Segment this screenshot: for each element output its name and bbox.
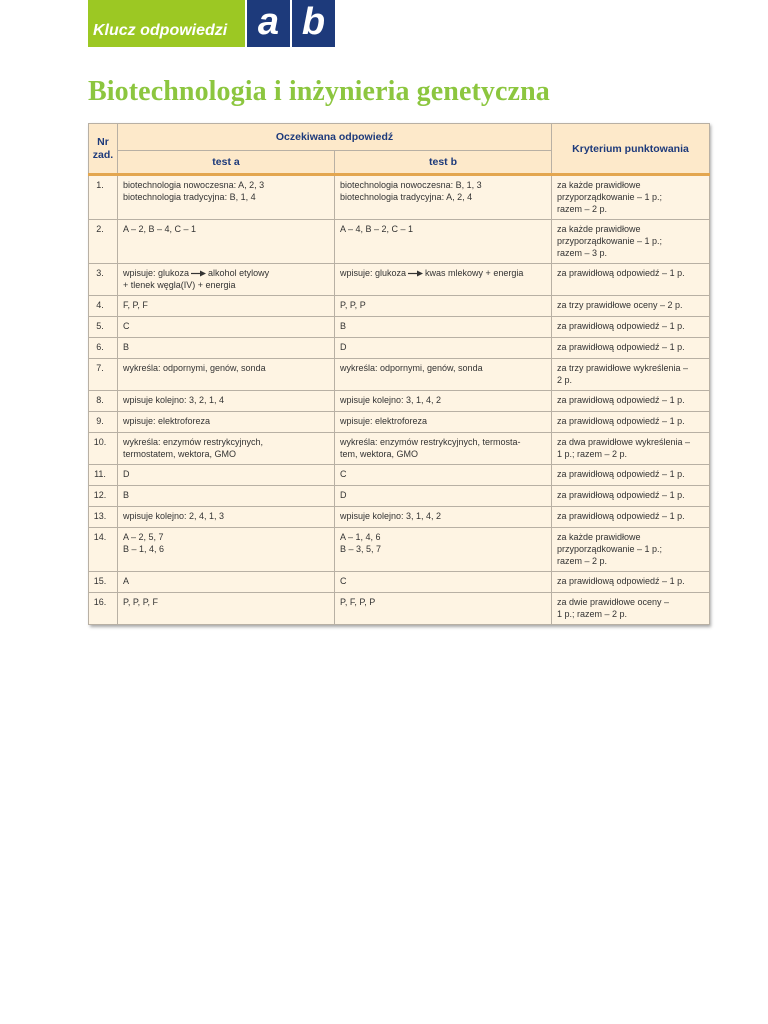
brand-letter-a: a	[247, 0, 290, 47]
cell-criterion	[552, 338, 710, 359]
answer-key-table	[88, 123, 710, 625]
cell-text-after-arrow: kwas mlekowy + energia	[425, 268, 524, 278]
cell-line: D	[340, 490, 347, 500]
header-test-a: test a	[118, 151, 335, 175]
cell-criterion	[552, 264, 710, 296]
cell-test-a	[118, 433, 335, 465]
table-row	[89, 412, 710, 433]
cell-criterion	[552, 465, 710, 486]
cell-test-a	[118, 528, 335, 572]
cell-line: 1 p.; razem – 2 p.	[557, 449, 628, 459]
table-row	[89, 175, 710, 220]
cell-test-a	[118, 359, 335, 391]
cell-test-b	[335, 296, 552, 317]
cell-criterion	[552, 175, 710, 220]
brand-label: Klucz odpowiedzi	[88, 0, 245, 47]
cell-line: A	[123, 576, 130, 586]
table-row	[89, 317, 710, 338]
cell-test-a	[118, 465, 335, 486]
cell-line: C	[340, 576, 347, 586]
cell-test-b	[335, 507, 552, 528]
cell-task-number: 4.	[89, 296, 118, 317]
table-row	[89, 296, 710, 317]
cell-test-b	[335, 175, 552, 220]
cell-line: termostatem, wektora, GMO	[123, 449, 237, 459]
cell-task-number: 6.	[89, 338, 118, 359]
cell-line: wykreśla: enzymów restrykcyjnych,	[123, 437, 264, 447]
cell-criterion	[552, 220, 710, 264]
table-row	[89, 338, 710, 359]
header-test-b: test b	[335, 151, 552, 175]
cell-line: wpisuje kolejno: 3, 2, 1, 4	[123, 395, 225, 405]
cell-criterion	[552, 317, 710, 338]
cell-test-b	[335, 465, 552, 486]
cell-task-number: 16.	[89, 593, 118, 625]
table-row	[89, 572, 710, 593]
cell-line: za każde prawidłowe	[557, 224, 641, 234]
cell-line: za prawidłową odpowiedź – 1 p.	[557, 395, 685, 405]
cell-criterion	[552, 572, 710, 593]
table-row	[89, 264, 710, 296]
cell-test-a	[118, 220, 335, 264]
cell-line: wykreśla: odpornymi, genów, sonda	[123, 363, 266, 373]
table-row	[89, 528, 710, 572]
cell-test-a	[118, 391, 335, 412]
cell-line: D	[340, 342, 347, 352]
cell-line: B	[340, 321, 347, 331]
cell-line: przyporządkowanie – 1 p.;	[557, 544, 663, 554]
cell-line: za dwa prawidłowe wykreślenia –	[557, 437, 691, 447]
cell-task-number: 15.	[89, 572, 118, 593]
cell-test-a	[118, 572, 335, 593]
cell-line: A – 2, B – 4, C – 1	[123, 224, 197, 234]
cell-line: za prawidłową odpowiedź – 1 p.	[557, 321, 685, 331]
cell-test-a	[118, 412, 335, 433]
cell-test-a	[118, 264, 335, 296]
cell-line: B	[123, 490, 130, 500]
cell-line-with-arrow	[123, 267, 330, 279]
cell-line: za dwie prawidłowe oceny –	[557, 597, 670, 607]
cell-line: za prawidłową odpowiedź – 1 p.	[557, 511, 685, 521]
cell-test-b	[335, 593, 552, 625]
cell-line: przyporządkowanie – 1 p.;	[557, 236, 663, 246]
cell-test-b	[335, 359, 552, 391]
cell-criterion	[552, 359, 710, 391]
cell-task-number: 2.	[89, 220, 118, 264]
cell-criterion	[552, 528, 710, 572]
cell-test-b	[335, 528, 552, 572]
cell-line: C	[340, 469, 347, 479]
table-row	[89, 391, 710, 412]
table-row	[89, 465, 710, 486]
cell-line: biotechnologia tradycyjna: B, 1, 4	[123, 192, 256, 202]
page-title: Biotechnologia i inżynieria genetyczna	[88, 76, 550, 107]
cell-line-with-arrow	[340, 267, 547, 279]
cell-line: razem – 3 p.	[557, 248, 608, 258]
cell-test-a	[118, 593, 335, 625]
cell-line: P, F, P, P	[340, 597, 376, 607]
cell-test-a	[118, 338, 335, 359]
cell-line: przyporządkowanie – 1 p.;	[557, 192, 663, 202]
cell-line: C	[123, 321, 130, 331]
table-row	[89, 486, 710, 507]
header-nr: Nr zad.	[89, 124, 118, 175]
cell-text-before-arrow: wpisuje: glukoza	[123, 268, 190, 278]
table-body	[89, 175, 710, 625]
cell-line: wpisuje kolejno: 3, 1, 4, 2	[340, 511, 442, 521]
cell-line: za prawidłową odpowiedź – 1 p.	[557, 342, 685, 352]
cell-line: wpisuje kolejno: 3, 1, 4, 2	[340, 395, 442, 405]
cell-test-b	[335, 572, 552, 593]
table-row	[89, 433, 710, 465]
cell-line: + tlenek węgla(IV) + energia	[123, 280, 236, 290]
arrow-icon	[408, 270, 423, 277]
header-criterion: Kryterium punktowania	[552, 124, 710, 175]
cell-task-number: 3.	[89, 264, 118, 296]
cell-line: biotechnologia nowoczesna: A, 2, 3	[123, 180, 265, 190]
cell-line: B – 3, 5, 7	[340, 544, 382, 554]
cell-test-b	[335, 412, 552, 433]
table-row	[89, 593, 710, 625]
cell-task-number: 5.	[89, 317, 118, 338]
cell-criterion	[552, 507, 710, 528]
cell-task-number: 8.	[89, 391, 118, 412]
table-row	[89, 359, 710, 391]
cell-line: B – 1, 4, 6	[123, 544, 165, 554]
cell-line: biotechnologia tradycyjna: A, 2, 4	[340, 192, 473, 202]
table-row	[89, 507, 710, 528]
cell-test-a	[118, 296, 335, 317]
cell-line: za prawidłową odpowiedź – 1 p.	[557, 416, 685, 426]
table-row	[89, 220, 710, 264]
header-expected-answer: Oczekiwana odpowiedź	[118, 124, 552, 151]
cell-line: B	[123, 342, 130, 352]
cell-task-number: 14.	[89, 528, 118, 572]
cell-line: za trzy prawidłowe wykreślenia –	[557, 363, 689, 373]
cell-line: za prawidłową odpowiedź – 1 p.	[557, 268, 685, 278]
cell-task-number: 11.	[89, 465, 118, 486]
cell-test-b	[335, 391, 552, 412]
cell-text-after-arrow: alkohol etylowy	[208, 268, 270, 278]
cell-line: wpisuje kolejno: 2, 4, 1, 3	[123, 511, 225, 521]
cell-line: biotechnologia nowoczesna: B, 1, 3	[340, 180, 482, 190]
cell-criterion	[552, 433, 710, 465]
cell-test-a	[118, 507, 335, 528]
cell-line: P, P, P, F	[123, 597, 159, 607]
cell-line: A – 4, B – 2, C – 1	[340, 224, 414, 234]
cell-test-b	[335, 433, 552, 465]
cell-task-number: 13.	[89, 507, 118, 528]
cell-test-a	[118, 317, 335, 338]
cell-line: P, P, P	[340, 300, 366, 310]
cell-criterion	[552, 412, 710, 433]
cell-test-b	[335, 486, 552, 507]
cell-criterion	[552, 486, 710, 507]
cell-test-b	[335, 220, 552, 264]
cell-line: 1 p.; razem – 2 p.	[557, 609, 628, 619]
cell-line: A – 1, 4, 6	[340, 532, 381, 542]
cell-criterion	[552, 391, 710, 412]
cell-line: za każde prawidłowe	[557, 532, 641, 542]
cell-line: tem, wektora, GMO	[340, 449, 419, 459]
cell-line: wpisuje: elektroforeza	[340, 416, 428, 426]
cell-line: za prawidłową odpowiedź – 1 p.	[557, 469, 685, 479]
brand-banner	[88, 0, 335, 47]
cell-test-a	[118, 175, 335, 220]
cell-line: D	[123, 469, 130, 479]
cell-task-number: 9.	[89, 412, 118, 433]
cell-line: za prawidłową odpowiedź – 1 p.	[557, 576, 685, 586]
cell-test-b	[335, 264, 552, 296]
cell-line: za prawidłową odpowiedź – 1 p.	[557, 490, 685, 500]
cell-text-before-arrow: wpisuje: glukoza	[340, 268, 407, 278]
cell-task-number: 1.	[89, 175, 118, 220]
cell-line: razem – 2 p.	[557, 556, 608, 566]
cell-criterion	[552, 296, 710, 317]
cell-test-a	[118, 486, 335, 507]
cell-test-b	[335, 338, 552, 359]
brand-letter-b: b	[292, 0, 335, 47]
cell-line: F, P, F	[123, 300, 148, 310]
cell-line: A – 2, 5, 7	[123, 532, 164, 542]
cell-line: 2 p.	[557, 375, 573, 385]
cell-line: za trzy prawidłowe oceny – 2 p.	[557, 300, 683, 310]
cell-line: za każde prawidłowe	[557, 180, 641, 190]
cell-test-b	[335, 317, 552, 338]
cell-line: wpisuje: elektroforeza	[123, 416, 211, 426]
answer-key-table-wrapper	[88, 123, 709, 625]
cell-task-number: 10.	[89, 433, 118, 465]
cell-criterion	[552, 593, 710, 625]
cell-line: wykreśla: odpornymi, genów, sonda	[340, 363, 483, 373]
cell-line: wykreśla: enzymów restrykcyjnych, termosta-	[340, 437, 521, 447]
cell-task-number: 7.	[89, 359, 118, 391]
cell-line: razem – 2 p.	[557, 204, 608, 214]
table-header	[89, 124, 710, 175]
cell-task-number: 12.	[89, 486, 118, 507]
arrow-icon	[191, 270, 206, 277]
